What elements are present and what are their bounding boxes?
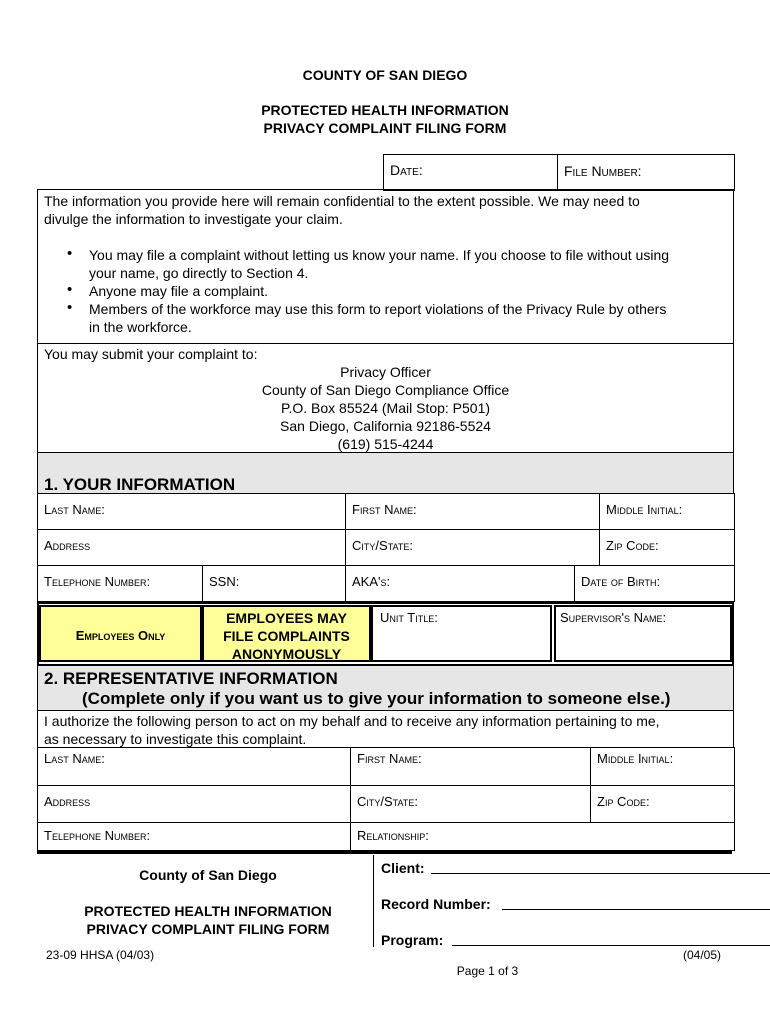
telephone-label: Telephone Number: [44, 574, 151, 589]
rep-address-field[interactable] [38, 786, 351, 823]
program-input-line[interactable] [452, 945, 770, 946]
client-label: Client: [381, 860, 425, 876]
date-label: Date: [390, 162, 423, 178]
program-label: Program: [381, 932, 444, 948]
footer-title-line2: PRIVACY COMPLAINT FILING FORM [86, 921, 330, 937]
anonymous-notice-cell [202, 605, 371, 662]
employees-only-label: Employees Only [75, 628, 166, 643]
rep-last-name-label: Last Name: [44, 751, 105, 766]
section1-heading: 1. YOUR INFORMATION [44, 475, 236, 494]
last-name-field[interactable] [38, 494, 346, 530]
section1-grid [37, 493, 735, 602]
address-label: Address [44, 538, 91, 553]
list-item [44, 300, 724, 336]
first-name-field[interactable] [346, 494, 600, 530]
privacy-officer-address [38, 363, 733, 453]
section1-header [37, 452, 734, 494]
address-line-3: P.O. Box 85524 (Mail Stop: P501) [280, 400, 491, 416]
section2-header [37, 665, 734, 711]
intro-box [37, 189, 734, 344]
intro-paragraph-line1: The information you provide here will remain confidential to the extent possible. We may need to [44, 193, 640, 209]
address-line-1: Privacy Officer [340, 364, 431, 380]
intro-paragraph-line2: divulge the information to investigate your claim. [44, 211, 343, 227]
date-of-birth-label: Date of Birth: [581, 574, 661, 589]
section2-grid [37, 747, 735, 851]
submit-lead: You may submit your complaint to: [44, 346, 258, 362]
ssn-label: SSN: [209, 574, 240, 589]
anonymous-notice-line3: ANONYMOUSLY [231, 646, 342, 662]
telephone-field[interactable] [38, 566, 203, 602]
akas-label: AKA's: [352, 574, 391, 589]
footer-title [37, 902, 379, 938]
address-field[interactable] [38, 530, 346, 566]
anonymous-notice [204, 609, 369, 663]
supervisor-name-label: Supervisor's Name: [560, 610, 667, 625]
date-file-number-table [383, 154, 735, 191]
file-number-label: File Number: [564, 163, 642, 179]
submit-box [37, 343, 734, 453]
bullet-1-line2: your name, go directly to Section 4. [89, 265, 309, 281]
client-input-line[interactable] [431, 873, 770, 874]
rep-zip-code-label: Zip Code: [597, 794, 650, 809]
record-number-input-line[interactable] [502, 909, 770, 910]
anonymous-notice-line2: FILE COMPLAINTS [223, 628, 350, 644]
form-title-line1: PROTECTED HEALTH INFORMATION [261, 102, 509, 118]
middle-initial-label: Middle Initial: [606, 502, 683, 517]
anonymous-notice-line1: EMPLOYEES MAY [226, 610, 347, 626]
rep-telephone-field[interactable] [38, 823, 351, 851]
form-code: 23-09 HHSA (04/03) [46, 948, 155, 962]
ssn-field[interactable] [203, 566, 346, 602]
zip-code-field[interactable] [600, 530, 735, 566]
unit-title-label: Unit Title: [380, 610, 438, 625]
supervisor-name-field[interactable] [554, 605, 732, 662]
employees-only-cell [39, 605, 202, 662]
footer-rule [37, 851, 732, 854]
rep-relationship-label: Relationship: [357, 828, 429, 843]
rep-city-state-field[interactable] [351, 786, 591, 823]
address-line-2: County of San Diego Compliance Office [261, 382, 510, 398]
bullet-3-line2: in the workforce. [89, 319, 192, 335]
last-name-label: Last Name: [44, 502, 105, 517]
address-line-4: San Diego, California 92186-5524 [280, 418, 491, 434]
list-item [44, 246, 724, 282]
rep-relationship-field[interactable] [351, 823, 735, 851]
city-state-label: City/State: [352, 538, 413, 553]
city-state-field[interactable] [346, 530, 600, 566]
rep-middle-initial-label: Middle Initial: [597, 751, 674, 766]
zip-code-label: Zip Code: [606, 538, 659, 553]
rep-telephone-label: Telephone Number: [44, 828, 151, 843]
rep-address-label: Address [44, 794, 91, 809]
rep-last-name-field[interactable] [38, 748, 351, 786]
record-number-label: Record Number: [381, 896, 491, 912]
address-line-5: (619) 515-4244 [337, 436, 434, 452]
form-header [0, 66, 770, 137]
list-item [44, 282, 724, 300]
bullet-3-line1: • Members of the workforce may use this form to report violations of the Privacy Rule by others [89, 301, 667, 317]
middle-initial-field[interactable] [600, 494, 735, 530]
footer-county: County of San Diego [139, 867, 277, 883]
authorization-box [37, 710, 734, 748]
rep-middle-initial-field[interactable] [591, 748, 735, 786]
authorization-line1: I authorize the following person to act on my behalf and to receive any information pertaining to me, [44, 713, 660, 729]
bullet-2-line1: • Anyone may file a complaint. [89, 283, 268, 299]
intro-bullet-list [44, 246, 724, 336]
rep-city-state-label: City/State: [357, 794, 418, 809]
county-title: COUNTY OF SAN DIEGO [302, 67, 468, 83]
rep-first-name-field[interactable] [351, 748, 591, 786]
section2-heading: 2. REPRESENTATIVE INFORMATION [44, 669, 338, 688]
rep-zip-code-field[interactable] [591, 786, 735, 823]
bullet-1-line1: • You may file a complaint without letting us know your name. If you choose to file without using [89, 247, 670, 263]
footer-title-line1: PROTECTED HEALTH INFORMATION [84, 903, 332, 919]
revision-date: (04/05) [683, 948, 722, 962]
section2-subheading: (Complete only if you want us to give your information to someone else.) [82, 689, 671, 708]
authorization-line2: as necessary to investigate this complaint. [44, 731, 307, 747]
akas-field[interactable] [346, 566, 575, 602]
file-number-field[interactable] [558, 155, 735, 191]
rep-first-name-label: First Name: [357, 751, 422, 766]
form-title-line2: PRIVACY COMPLAINT FILING FORM [263, 120, 507, 136]
first-name-label: First Name: [352, 502, 417, 517]
date-of-birth-field[interactable] [575, 566, 735, 602]
date-field[interactable] [384, 155, 558, 191]
page-number: Page 1 of 3 [456, 964, 519, 978]
unit-title-field[interactable] [371, 605, 552, 662]
